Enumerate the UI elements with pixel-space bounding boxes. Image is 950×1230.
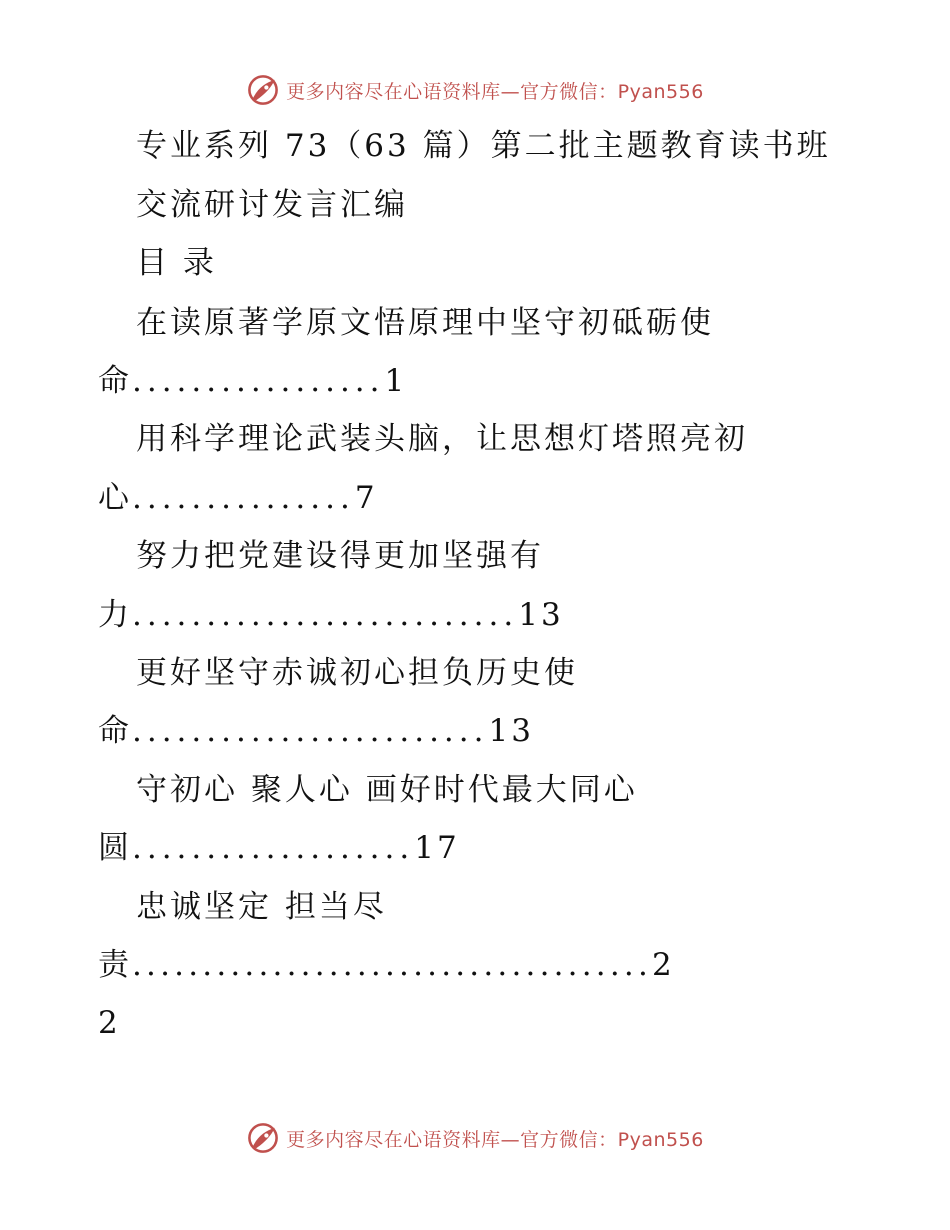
toc-entry-title: 用科学理论武装头脑，让思想灯塔照亮初 <box>136 421 748 457</box>
toc-heading: 目 录 <box>136 245 217 281</box>
document-title-line-1: 专业系列 73（63 篇）第二批主题教育读书班 <box>136 128 831 164</box>
toc-entry-tail: 责 <box>98 947 132 983</box>
toc-entry-dots: ............... <box>132 480 355 516</box>
toc-entry-title: 忠诚坚定 担当尽 <box>136 889 387 925</box>
toc-entry-title: 在读原著学原文悟原理中坚守初砥砺使 <box>136 305 714 341</box>
toc-entry-page: 2 <box>652 947 675 983</box>
toc-entry-leader <box>98 711 534 751</box>
toc-entry-dots: ................... <box>132 830 415 866</box>
pen-nib-logo-icon <box>246 73 280 107</box>
toc-entry-dots: .......................... <box>132 597 519 633</box>
header-watermark <box>0 70 950 110</box>
toc-entry-leader <box>98 478 378 518</box>
toc-entry-page: 13 <box>488 713 534 749</box>
toc-entry-leader <box>98 945 675 985</box>
watermark-text: 更多内容尽在心语资料库—官方微信：Pyan556 <box>286 80 704 103</box>
pen-nib-logo-icon <box>246 1121 280 1155</box>
toc-entry-dots: ........................ <box>132 713 489 749</box>
toc-entry-leader <box>98 595 564 635</box>
toc-entry-leader <box>98 828 460 868</box>
toc-entry-tail: 命 <box>98 363 132 399</box>
toc-entry-page: 1 <box>384 363 408 399</box>
toc-entry-dots: ..................................... <box>132 947 652 983</box>
toc-entry-title: 守初心 聚人心 画好时代最大同心 <box>136 772 638 808</box>
toc-entry-tail: 力 <box>98 597 132 633</box>
footer-watermark <box>0 1118 950 1158</box>
toc-entry-tail: 命 <box>98 713 132 749</box>
toc-entry-tail: 圆 <box>98 830 132 866</box>
document-title-line-2: 交流研讨发言汇编 <box>136 187 408 223</box>
toc-entry-leader <box>98 361 407 401</box>
toc-entry-dots: ................. <box>132 363 385 399</box>
toc-entry-page: 17 <box>414 830 460 866</box>
toc-entry-tail: 心 <box>98 480 132 516</box>
toc-entry-title: 更好坚守赤诚初心担负历史使 <box>136 655 578 691</box>
toc-entry-page-overflow: 2 <box>98 1005 121 1041</box>
toc-entry-page: 13 <box>518 597 564 633</box>
toc-entry-title: 努力把党建设得更加坚强有 <box>136 538 544 574</box>
toc-entry-page: 7 <box>354 480 378 516</box>
watermark-text: 更多内容尽在心语资料库—官方微信：Pyan556 <box>286 1128 704 1151</box>
